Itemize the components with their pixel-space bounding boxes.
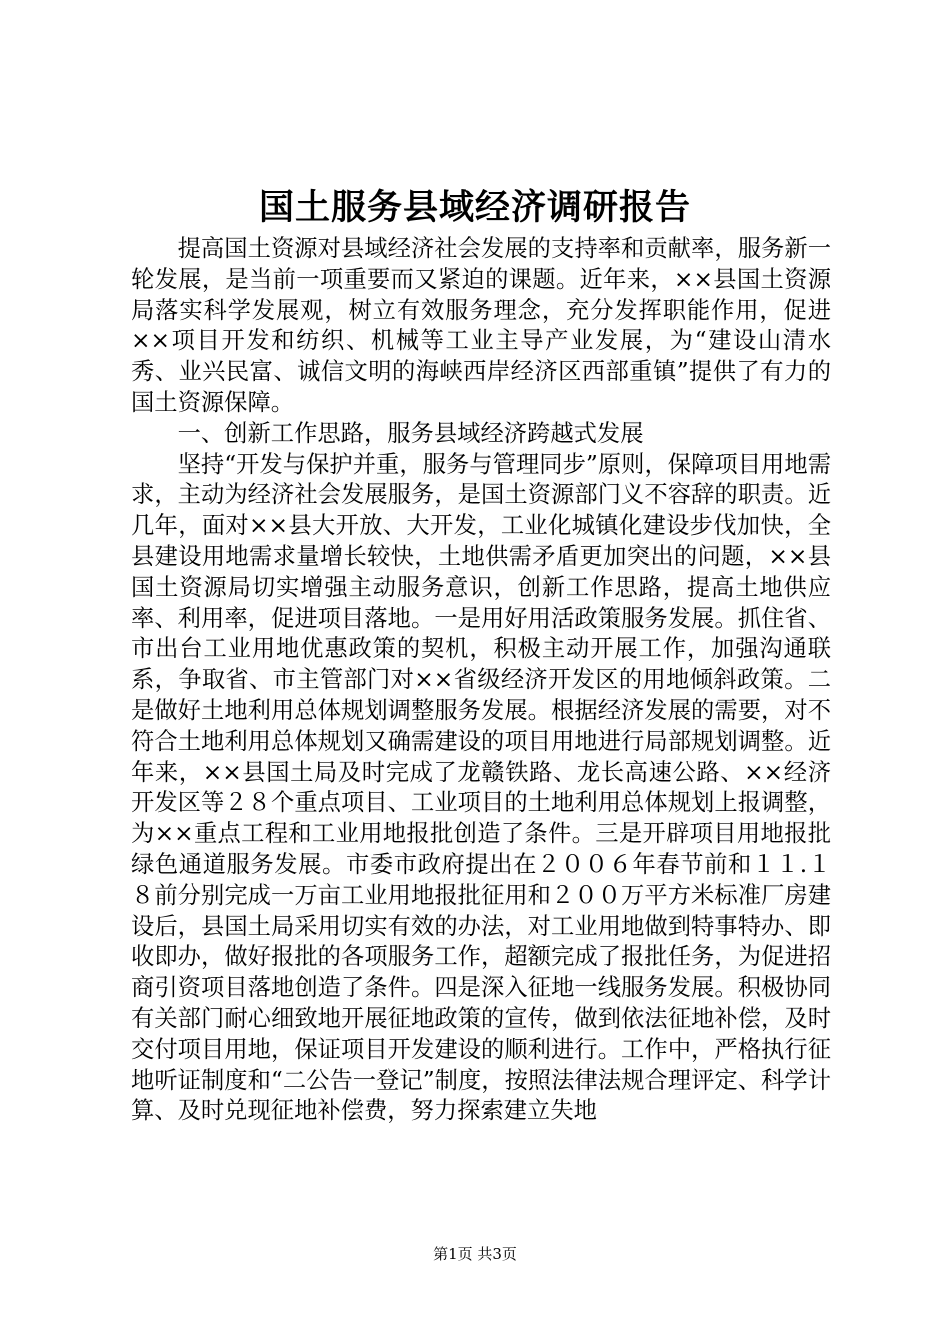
body-paragraph: 坚持“开发与保护并重，服务与管理同步”原则，保障项目用地需求，主动为经济社会发展服务，是国土资源部门义不容辞的职责。近几年，面对××县大开放、大开发，工业化城镇化建设步伐加快，全县建设用地需求量增长较快，土地供需矛盾更加突出的问题，××县国土资源局切实增强主动服务意识，创新工作思路，提高土地供应率、利用率，促进项目落地。一是用好用活政策服务发展。抓住省、市出台工业用地优惠政策的契机，积极主动开展工作，加强沟通联系，争取省、市主管部门对××省级经济开发区的用地倾斜政策。二是做好土地利用总体规划调整服务发展。根据经济发展的需要，对不符合土地利用总体规划又确需建设的项目用地进行局部规划调整。近年来，××县国土局及时完成了龙赣铁路、龙长高速公路、××经济开发区等２８个重点项目、工业项目的土地利用总体规划上报调整，为××重点工程和工业用地报批创造了条件。三是开辟项目用地报批绿色通道服务发展。市委市政府提出在２００６年春节前和１１.１８前分别完成一万亩工业用地报批征用和２００万平方米标准厂房建设后，县国土局采用切实有效的办法，对工业用地做到特事特办、即收即办，做好报批的各项服务工作，超额完成了报批任务，为促进招商引资项目落地创造了条件。四是深入征地一线服务发展。积极协同有关部门耐心细致地开展征地政策的宣传，做到依法征地补偿，及时交付项目用地，保证项目开发建设的顺利进行。工作中，严格执行征地听证制度和“二公告一登记”制度，按照法律法规合理评定、科学计算、及时兑现征地补偿费，努力探索建立失地	[131, 450, 831, 1125]
intro-paragraph: 提高国土资源对县域经济社会发展的支持率和贡献率，服务新一轮发展，是当前一项重要而又紧迫的课题。近年来，××县国土资源局落实科学发展观，树立有效服务理念，充分发挥职能作用，促进××项目开发和纺织、机械等工业主导产业发展，为“建设山清水秀、业兴民富、诚信文明的海峡西岸经济区西部重镇”提供了有力的国土资源保障。	[131, 235, 831, 416]
page-number-footer: 第1页 共3页	[433, 1245, 517, 1263]
document-title: 国土服务县域经济调研报告	[258, 187, 691, 228]
section-heading: 一、创新工作思路，服务县域经济跨越式发展	[177, 419, 644, 447]
document-body	[131, 234, 831, 1127]
